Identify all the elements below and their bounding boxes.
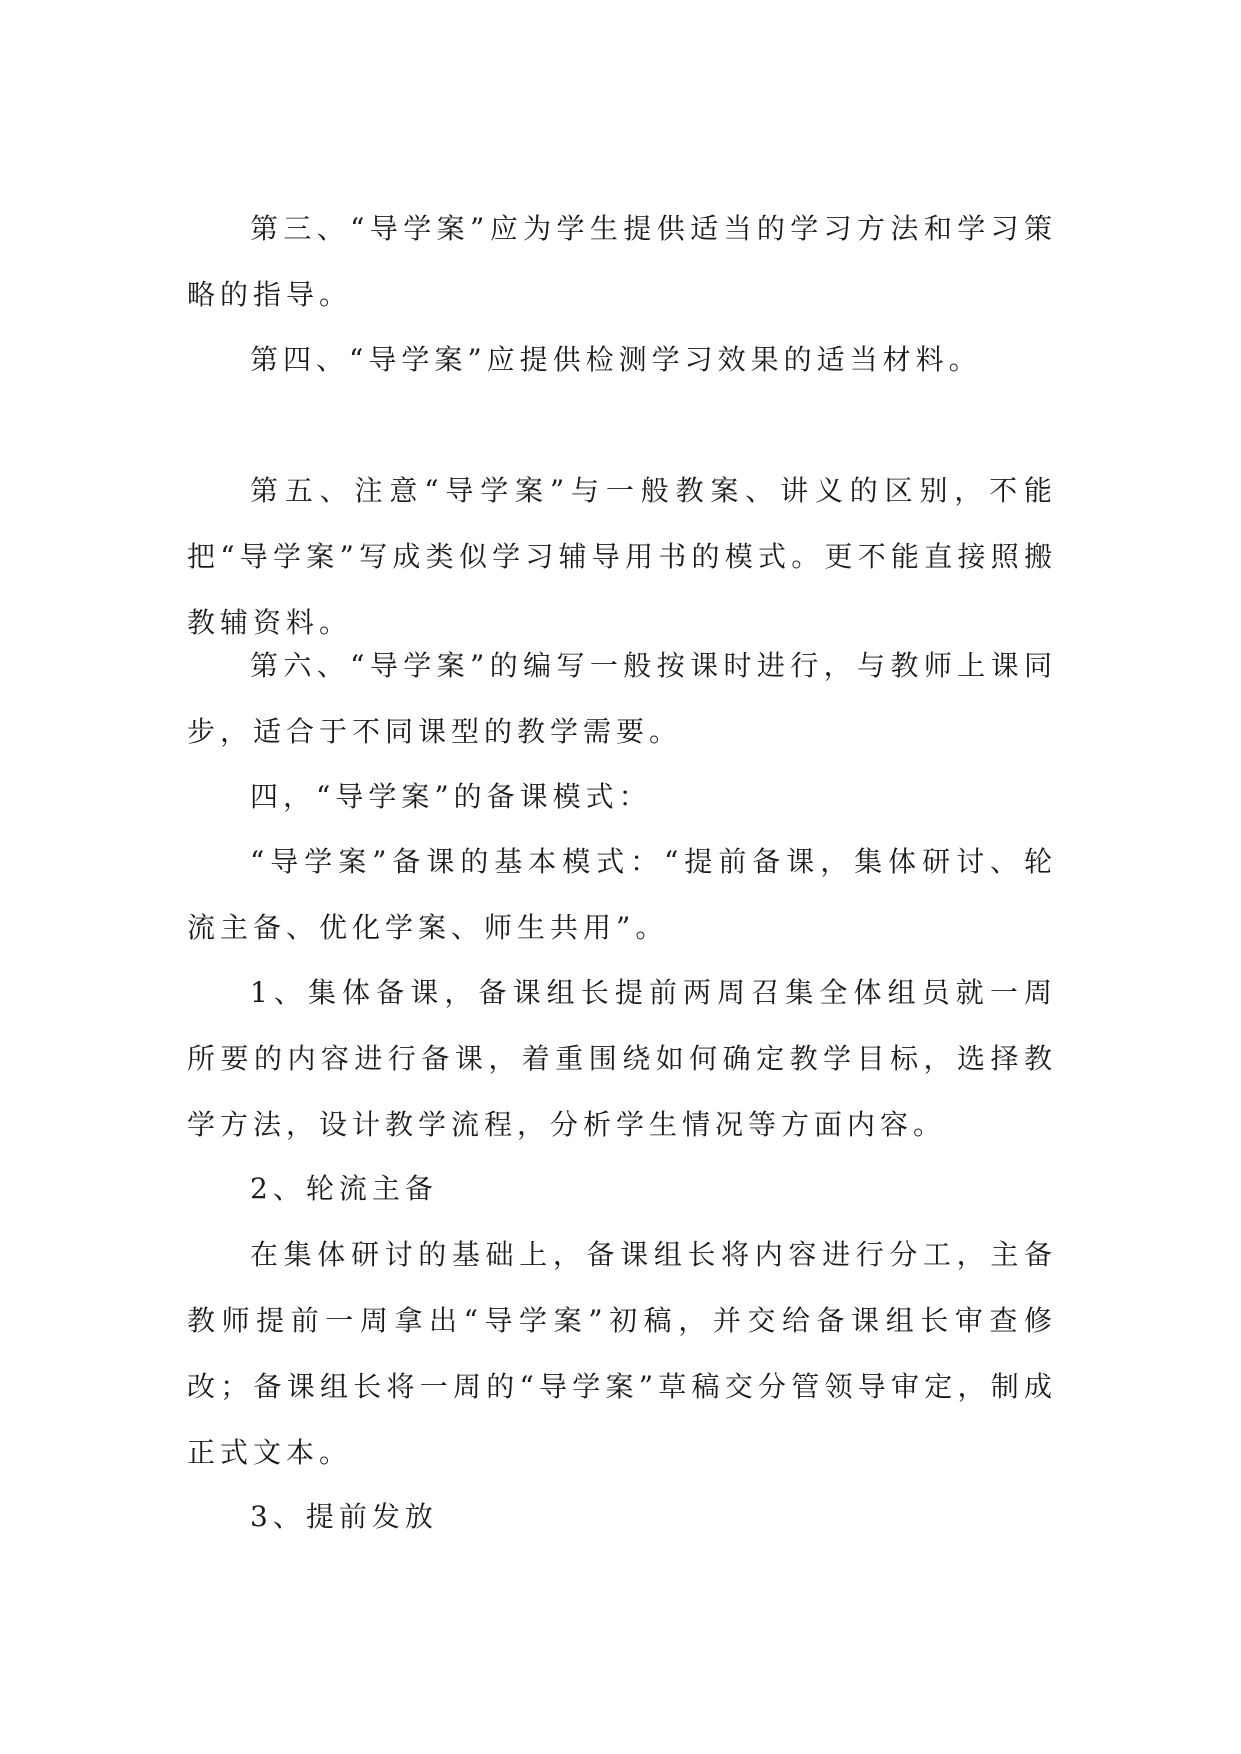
paragraph-third-point: 第三、“导学案”应为学生提供适当的学习方法和学习策略的指导。 <box>187 212 1057 311</box>
paragraph-basic-mode: “导学案”备课的基本模式：“提前备课，集体研讨、轮流主备、优化学案、师生共用”。 <box>187 845 1057 944</box>
paragraph-fourth-point: 第四、“导学案”应提供检测学习效果的适当材料。 <box>250 343 982 376</box>
section-heading-prep-mode: 四，“导学案”的备课模式： <box>250 780 652 813</box>
paragraph-item-2-body: 在集体研讨的基础上，备课组长将内容进行分工，主备教师提前一周拿出“导学案”初稿，并交给备课组长审查修改；备课组长将一周的“导学案”草稿交分管领导审定，制成正式文本。 <box>187 1238 1057 1469</box>
paragraph-item-1: 1、集体备课，备课组长提前两周召集全体组员就一周所要的内容进行备课，着重围绕如何确定教学目标，选择教学方法，设计教学流程，分析学生情况等方面内容。 <box>187 976 1057 1141</box>
paragraph-sixth-point: 第六、“导学案”的编写一般按课时进行，与教师上课同步，适合于不同课型的教学需要。 <box>187 649 1057 748</box>
paragraph-item-3-heading: 3、提前发放 <box>250 1500 438 1533</box>
paragraph-fifth-point: 第五、注意“导学案”与一般教案、讲义的区别，不能把“导学案”写成类似学习辅导用书的模式。更不能直接照搬教辅资料。 <box>187 474 1057 639</box>
paragraph-item-2-heading: 2、轮流主备 <box>250 1172 438 1205</box>
